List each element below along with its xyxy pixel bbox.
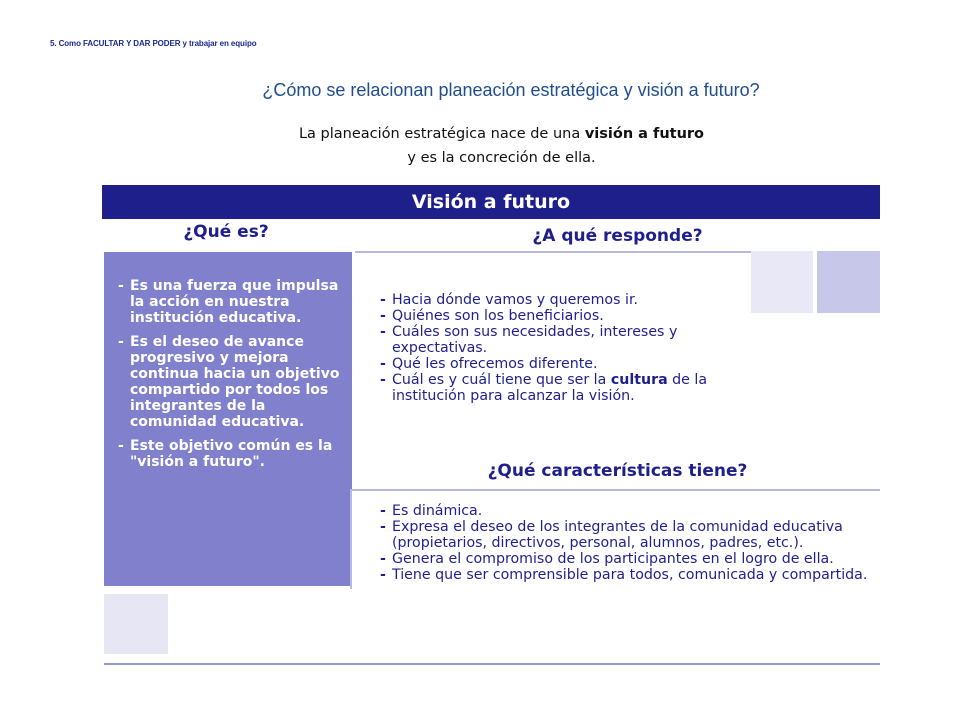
dash-bullet: - [380, 567, 386, 583]
list-item [380, 372, 760, 404]
dash-bullet: - [118, 334, 124, 350]
list-item-text: Es una fuerza que impulsa la acción en nuestra institución educativa. [130, 278, 339, 326]
subtitle-text: La planeación estratégica nace de una [298, 126, 585, 142]
list-item [380, 519, 870, 551]
subtitle-line-2: y es la concreción de ella. [407, 150, 596, 166]
list-item-text: Cuáles son sus necesidades, intereses y expectativas. [392, 324, 678, 356]
dash-bullet: - [380, 519, 386, 535]
list-item-text: Qué les ofrecemos diferente. [392, 356, 598, 372]
list-item-text: Cuál es y cuál tiene que ser la [392, 372, 611, 388]
subtitle-line-1 [0, 122, 960, 146]
list-item [118, 438, 348, 470]
dash-bullet: - [380, 324, 386, 340]
dash-bullet: - [380, 292, 386, 308]
caracteristicas-heading: ¿Qué características tiene? [487, 461, 748, 481]
divider [104, 663, 880, 665]
panel-header-title: Visión a futuro [411, 191, 571, 213]
list-item [380, 308, 760, 324]
subtitle-emphasis: visión a futuro [584, 126, 705, 142]
list-item-text: Es dinámica. [392, 503, 483, 519]
dash-bullet: - [380, 372, 386, 388]
dash-bullet: - [380, 551, 386, 567]
que-es-heading: ¿Qué es? [183, 222, 269, 242]
decorative-square [104, 594, 168, 654]
list-item [118, 334, 348, 430]
decorative-square [817, 251, 880, 313]
divider [352, 489, 880, 491]
list-item [380, 292, 760, 308]
slide-title: ¿Cómo se relacionan planeación estratégica y visión a futuro? [262, 80, 760, 100]
dash-bullet: - [380, 356, 386, 372]
list-item [380, 551, 870, 567]
list-item-text: Quiénes son los beneficiarios. [392, 308, 604, 324]
list-item-text: de la institución para alcanzar la visión. [392, 372, 708, 404]
list-item-text: Es el deseo de avance progresivo y mejora continua hacia un objetivo compartido por todos los integrantes de la comunidad educativa. [130, 334, 340, 430]
divider [355, 251, 751, 253]
list-item-text: Genera el compromiso de los participantes en el logro de ella. [392, 551, 834, 567]
list-item [380, 567, 870, 583]
que-es-list [118, 278, 348, 478]
dash-bullet: - [118, 438, 124, 454]
list-item [118, 278, 348, 326]
slide-subtitle [0, 122, 960, 170]
a-que-responde-heading: ¿A qué responde? [532, 226, 703, 246]
divider [350, 489, 352, 589]
list-item-text: Expresa el deseo de los integrantes de la comunidad educativa (propietarios, directivos, personal, alumnos, padres, etc.). [392, 519, 843, 551]
decorative-square [751, 251, 813, 313]
list-item-text: Tiene que ser comprensible para todos, comunicada y compartida. [392, 567, 868, 583]
caracteristicas-list [380, 503, 870, 583]
list-item-text: Este objetivo común es la "visión a futuro". [130, 438, 333, 470]
list-item-text: Hacia dónde vamos y queremos ir. [392, 292, 638, 308]
list-item [380, 356, 760, 372]
dash-bullet: - [380, 308, 386, 324]
a-que-responde-list [380, 292, 760, 404]
dash-bullet: - [380, 503, 386, 519]
list-item-emphasis: cultura [610, 372, 668, 388]
breadcrumb: 5. Como FACULTAR Y DAR PODER y trabajar en equipo [50, 39, 257, 48]
list-item [380, 503, 870, 519]
list-item [380, 324, 760, 356]
dash-bullet: - [118, 278, 124, 294]
